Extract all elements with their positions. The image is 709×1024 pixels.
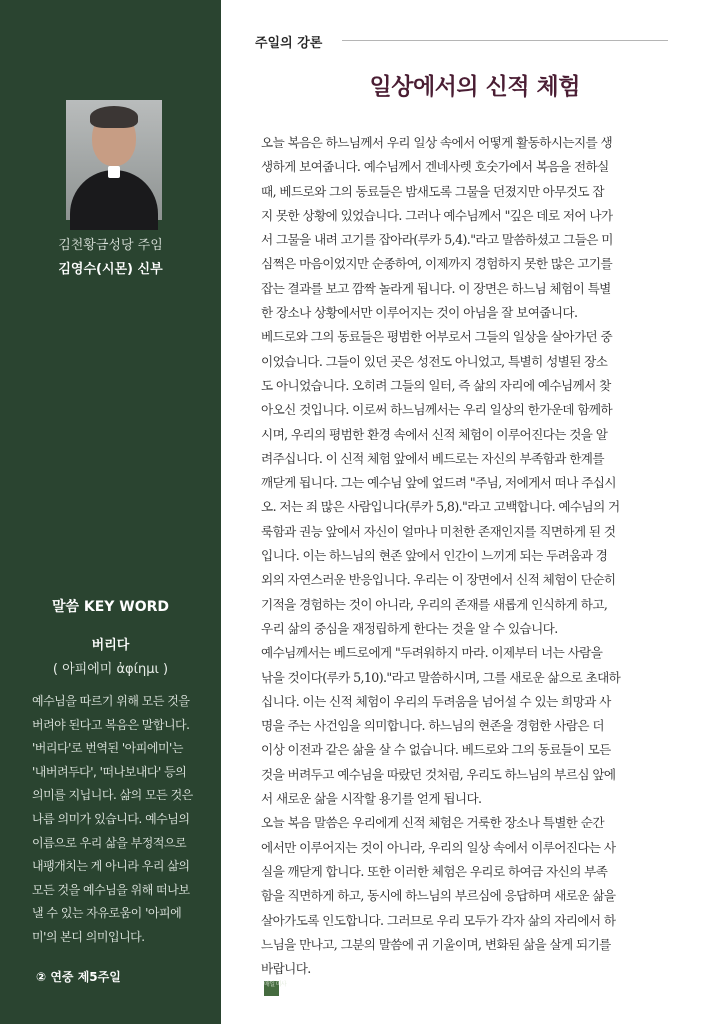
keyword-description — [32, 690, 200, 950]
article-line: 도 아니었습니다. 오히려 그들의 일터, 즉 삶의 자리에 예수님께서 찾 — [261, 377, 611, 393]
article-line: 함을 직면하게 하고, 동시에 하느님의 부르심에 응답하며 새로운 삶을 — [261, 888, 616, 904]
keyword-desc-line: 내팽개치는 게 아니라 우리 삶의 — [32, 859, 190, 874]
keyword-desc-line: 이름으로 우리 삶을 부정적으로 — [32, 835, 187, 850]
article-line: 입니다. 이는 하느님의 현존 앞에서 인간이 느끼게 되는 두려움과 경 — [261, 548, 608, 564]
article-line: 서 새로운 삶을 시작할 용기를 얻게 됩니다. — [261, 791, 482, 807]
section-label: 주일의 강론 — [255, 36, 323, 51]
article-line: 살아가도록 인도합니다. 그러므로 우리 모두가 각자 삶의 자리에서 하 — [261, 912, 616, 928]
photo-body — [70, 170, 158, 230]
keyword-heading: 말씀 KEY WORD — [51, 599, 170, 615]
article-line: 베드로와 그의 동료들은 평범한 어부로서 그들의 일상을 살아가던 중 — [261, 329, 613, 345]
keyword-desc-line: 나름 의미가 있습니다. 예수님의 — [32, 811, 190, 826]
article-line: 깨닫게 됩니다. 그는 예수님 앞에 엎드려 "주님, 저에게서 떠나 주십시 — [261, 475, 616, 491]
keyword-original: ( 아피에미 ἀφίημι ) — [52, 662, 169, 677]
article-line: 기적을 경험하는 것이 아니라, 우리의 존재를 새롭게 인식하게 하고, — [261, 596, 608, 612]
article-line: 오늘 복음은 하느님께서 우리 일상 속에서 어떻게 활동하시는지를 생 — [261, 135, 613, 150]
end-mark-icon: 매일 미사 — [264, 981, 279, 996]
keyword-desc-line: 의미를 지닙니다. 삶의 모든 것은 — [32, 788, 193, 803]
article-line: 예수님께서는 베드로에게 "두려워하지 마라. 이제부터 너는 사람을 — [261, 645, 603, 661]
article-line: 느님을 만나고, 그분의 말씀에 귀 기울이며, 변화된 삶을 살게 되기를 — [261, 936, 611, 952]
author-parish: 김천황금성당 주임 — [58, 238, 163, 253]
article-line: 오늘 복음 말씀은 우리에게 신적 체험은 거룩한 장소나 특별한 순간 — [261, 815, 604, 831]
article-line: 서 그물을 내려 고기를 잡아라(루카 5,4)."라고 말씀하셨고 그들은 미 — [261, 232, 613, 248]
article-line: 명을 주는 사건임을 의미합니다. 하느님의 현존을 경험한 사람은 더 — [261, 718, 604, 734]
article-line: 에서만 이루어지는 것이 아니라, 우리의 일상 속에서 이루어진다는 사 — [261, 839, 616, 855]
photo-collar — [108, 166, 120, 178]
article-line: 실을 깨닫게 합니다. 또한 이러한 체험은 우리로 하여금 자신의 부족 — [261, 863, 608, 879]
article-line: 생하게 보여줍니다. 예수님께서 겐네사렛 호숫가에서 복음을 전하실 — [261, 159, 609, 175]
article-line: 잡는 결과를 보고 깜짝 놀라게 됩니다. 이 장면은 하느님 체험이 특별 — [261, 280, 611, 296]
article-body — [261, 131, 673, 996]
article-line: 바랍니다. — [261, 961, 311, 977]
article-line: 것을 버려두고 예수님을 따랐던 것처럼, 우리도 하느님의 부르심 앞에 — [261, 766, 616, 782]
liturgical-sunday: ② 연중 제5주일 — [36, 970, 121, 984]
article-line: 한 장소나 상황에서만 이루어지는 것이 아님을 잘 보여줍니다. — [261, 305, 578, 321]
keyword-desc-line: 낼 수 있는 자유로움이 '아피에 — [32, 906, 182, 921]
section-divider — [342, 40, 668, 41]
author-name: 김영수(시몬) 신부 — [58, 262, 163, 277]
article-line: 이었습니다. 그들이 있던 곳은 성전도 아니었고, 특별히 성별된 장소 — [261, 353, 608, 369]
article-line: 오. 저는 죄 많은 사람입니다(루카 5,8)."라고 고백합니다. 예수님의 거 — [261, 499, 620, 515]
keyword-desc-line: 예수님을 따르기 위해 모든 것을 — [32, 694, 190, 708]
photo-hair — [90, 106, 138, 128]
article-line: 십니다. 이는 신적 체험이 우리의 두려움을 넘어설 수 있는 희망과 사 — [261, 693, 611, 709]
article-line: 우리 삶의 중심을 재정립하게 한다는 것을 알 수 있습니다. — [261, 620, 558, 636]
keyword-desc-line: '버리다'로 번역된 '아피에미'는 — [32, 741, 183, 756]
keyword-desc-line: 모든 것을 예수님을 위해 떠나보 — [32, 882, 190, 897]
article-line: 이상 이전과 같은 삶을 살 수 없습니다. 베드로와 그의 동료들이 모든 — [261, 742, 611, 758]
article-line: 외의 자연스러운 반응입니다. 우리는 이 장면에서 신적 체험이 단순히 — [261, 572, 616, 588]
article-line: 심쩍은 마음이었지만 순종하여, 이제까지 경험하지 못한 많은 고기를 — [261, 256, 613, 272]
article-line: 려주십니다. 이 신적 체험 앞에서 베드로는 자신의 부족함과 한계를 — [261, 450, 604, 466]
article-line: 룩함과 권능 앞에서 자신이 얼마나 미천한 존재인지를 직면하게 된 것 — [261, 523, 616, 539]
author-photo — [66, 100, 162, 220]
keyword-term: 버리다 — [91, 638, 130, 653]
keyword-desc-line: '내버려두다', '떠나보내다' 등의 — [32, 764, 187, 779]
article-last-line — [261, 957, 673, 996]
keyword-desc-line: 미'의 본디 의미입니다. — [32, 929, 145, 944]
article-line: 때, 베드로와 그의 동료들은 밤새도록 그물을 던졌지만 아무것도 잡 — [261, 183, 604, 199]
article-line: 아오신 것입니다. 이로써 하느님께서는 우리 일상의 한가운데 함께하 — [261, 402, 613, 418]
sidebar — [0, 0, 221, 1024]
article-line: 지 못한 상황에 있었습니다. 그러나 예수님께서 "깊은 데로 저어 나가 — [261, 207, 613, 223]
article-line: 낚을 것이다(루카 5,10)."라고 말씀하시며, 그를 새로운 삶으로 초대하 — [261, 669, 621, 685]
keyword-desc-line: 버려야 된다고 복음은 말합니다. — [32, 717, 190, 732]
article-title: 일상에서의 신적 체험 — [369, 74, 580, 100]
article-line: 시며, 우리의 평범한 환경 속에서 신적 체험이 이루어진다는 것을 알 — [261, 426, 608, 442]
